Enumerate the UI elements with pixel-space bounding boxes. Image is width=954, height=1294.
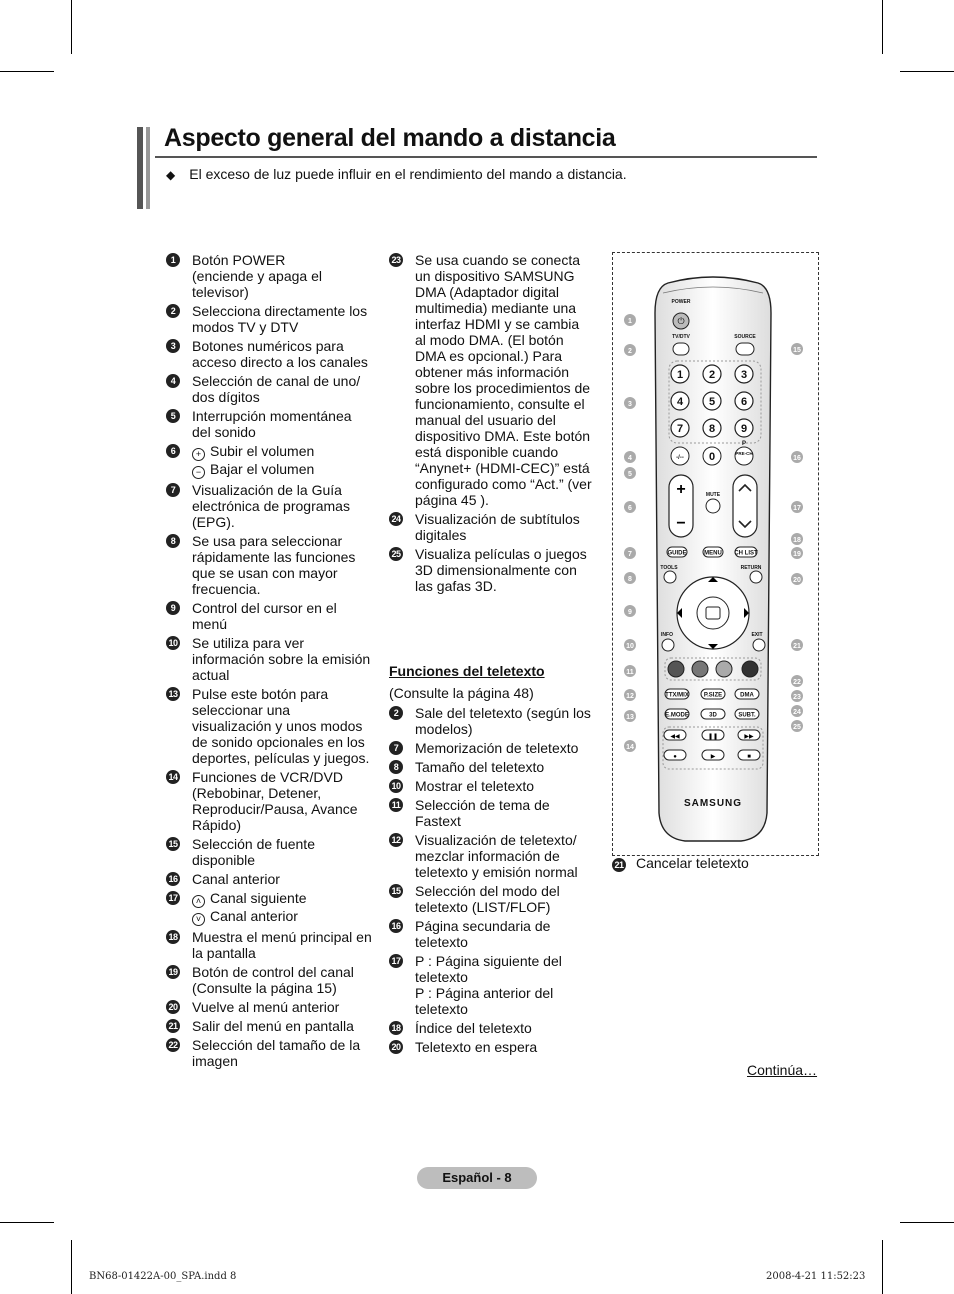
- callout-number: 9: [166, 601, 180, 615]
- guide-button-label: GUIDE: [667, 550, 687, 557]
- list-item: [166, 252, 372, 300]
- crop-mark: [900, 1222, 954, 1223]
- item-text: [415, 740, 599, 756]
- callout-number: 7: [166, 483, 180, 497]
- color-button: [742, 661, 758, 677]
- callout-label: 24: [793, 709, 801, 716]
- item-line: Selección del tamaño de la imagen: [192, 1037, 361, 1069]
- info-button: [662, 639, 674, 651]
- chlist-button-label: CH LIST: [734, 550, 758, 557]
- list-item: [166, 890, 372, 926]
- digit-label: 1: [676, 369, 684, 381]
- forward-icon: ▶▶: [744, 734, 754, 740]
- callout-label: 5: [628, 471, 632, 478]
- item-text: [192, 999, 372, 1015]
- digit-label: 0: [708, 451, 716, 463]
- list-item: [166, 533, 372, 597]
- list-item: [389, 953, 599, 1017]
- item-text: [415, 778, 599, 794]
- item-text: [192, 600, 372, 632]
- menu-button-label: MENU: [704, 550, 722, 557]
- item-text: [192, 408, 372, 440]
- list-item: [389, 511, 593, 543]
- item-text: [192, 686, 372, 766]
- item-text: [192, 1037, 372, 1069]
- chevron-up-icon: ˄: [192, 895, 205, 908]
- list-item: [166, 999, 372, 1015]
- list-item: [389, 740, 599, 756]
- item-text: [415, 759, 599, 775]
- item-text: [415, 705, 599, 737]
- item-line: Página secundaria de teletexto: [415, 918, 551, 950]
- item-line: Sale del teletexto (según los modelos): [415, 705, 591, 737]
- callout-label: 19: [793, 551, 801, 558]
- minus-icon: −: [192, 466, 205, 479]
- callout-label: 17: [793, 505, 801, 512]
- list-item: [389, 546, 593, 594]
- callout-number: 24: [389, 512, 403, 526]
- title-accent-bar: [137, 127, 143, 209]
- exit-button: [753, 639, 765, 651]
- dma-button-label: DMA: [740, 692, 754, 699]
- list-item: [389, 1020, 599, 1036]
- item-line: Selección de fuente disponible: [192, 836, 315, 868]
- color-button: [716, 661, 732, 677]
- list-item: [166, 1018, 372, 1034]
- item-line: Interrupción momentánea del sonido: [192, 408, 352, 440]
- item-text: [192, 482, 372, 530]
- list-item: [166, 303, 372, 335]
- item-line: Canal anterior: [192, 871, 280, 887]
- item-text: [192, 533, 372, 597]
- item-line: Pulse este botón para seleccionar una visualización y unos modos de sonido opcionales en los deportes, películas y juegos.: [192, 686, 370, 766]
- item-line: Selección de canal de uno/ dos dígitos: [192, 373, 361, 405]
- list-item: [166, 600, 372, 632]
- item-text: [192, 373, 372, 405]
- teletext-heading: Funciones del teletexto: [389, 663, 545, 679]
- plus-icon: +: [192, 448, 205, 461]
- callout-label: 9: [628, 609, 632, 616]
- callout-number: 5: [166, 409, 180, 423]
- callout-label: 20: [793, 577, 801, 584]
- digit-label: 3: [740, 369, 748, 381]
- subt-button-label: SUBT.: [738, 712, 756, 719]
- callout-number: 4: [166, 374, 180, 388]
- dash-label: -/--: [676, 455, 684, 461]
- cancel-teletext: [612, 855, 749, 872]
- list-item: [166, 443, 372, 479]
- list-item: [166, 373, 372, 405]
- crop-mark: [0, 71, 54, 72]
- callout-label: 23: [793, 694, 801, 701]
- crop-mark: [0, 1222, 54, 1223]
- item-text: [415, 918, 599, 950]
- list-item: [389, 778, 599, 794]
- digit-label: 5: [708, 396, 716, 408]
- item-text: [415, 953, 599, 985]
- callout-number: 15: [166, 837, 180, 851]
- callout-label: 21: [793, 643, 801, 650]
- callout-label: 3: [628, 401, 632, 408]
- callout-number: 2: [389, 706, 403, 720]
- item-text: [415, 252, 593, 508]
- source-button: [736, 343, 754, 355]
- item-line: Salir del menú en pantalla: [192, 1018, 354, 1034]
- diamond-bullet-icon: ◆: [166, 168, 176, 182]
- callout-label: 15: [793, 347, 801, 354]
- item-line: Visualización de la Guía electrónica de programas (EPG).: [192, 482, 350, 530]
- power-label: POWER: [671, 299, 691, 305]
- note-text: El exceso de luz puede influir en el rendimiento del mando a distancia.: [189, 166, 627, 182]
- item-line: Selección de tema de Fastext: [415, 797, 550, 829]
- callout-label: 8: [628, 576, 632, 583]
- title-accent-bar: [146, 127, 150, 209]
- mute-label: MUTE: [705, 492, 721, 498]
- item-text: [192, 871, 372, 887]
- tools-button: [664, 571, 676, 583]
- brand-logo: SAMSUNG: [683, 798, 743, 809]
- item-line: Visualización de teletexto/ mezclar información de teletexto y emisión normal: [415, 832, 578, 880]
- item-text: [192, 338, 372, 370]
- stop-icon: ■: [747, 754, 751, 760]
- note: [166, 166, 627, 182]
- item-line: Visualización de subtítulos digitales: [415, 511, 580, 543]
- callout-number: 14: [166, 770, 180, 784]
- item-text: [192, 268, 372, 300]
- item-line: Memorización de teletexto: [415, 740, 579, 756]
- item-line: Bajar el volumen: [210, 461, 315, 477]
- callout-number: 10: [389, 779, 403, 793]
- callout-label: 7: [628, 551, 632, 558]
- callout-number: 21: [166, 1019, 180, 1033]
- middle-column: [389, 252, 593, 597]
- item-line: Visualiza películas o juegos 3D dimensionalmente con las gafas 3D.: [415, 546, 587, 594]
- left-column: [166, 252, 372, 1072]
- item-text: [415, 832, 599, 880]
- callout-label: 16: [793, 455, 801, 462]
- item-line: Subir el volumen: [210, 443, 315, 459]
- crop-mark: [882, 1240, 883, 1294]
- callout-number: 21: [612, 858, 626, 872]
- item-text: [192, 836, 372, 868]
- callout-label: 12: [626, 693, 634, 700]
- callout-label: 1: [628, 318, 632, 325]
- callout-number: 10: [166, 636, 180, 650]
- tools-label: TOOLS: [660, 565, 678, 571]
- list-item: [389, 832, 599, 880]
- item-text: [192, 443, 372, 461]
- list-item: [166, 482, 372, 530]
- minus-icon: −: [676, 515, 686, 532]
- item-text: [415, 1039, 599, 1055]
- item-line: Índice del teletexto: [415, 1020, 532, 1036]
- item-text: [415, 511, 593, 543]
- exit-label: EXIT: [751, 632, 763, 638]
- callout-number: 22: [166, 1038, 180, 1052]
- item-line: Botones numéricos para acceso directo a los canales: [192, 338, 368, 370]
- rewind-icon: ◀◀: [670, 734, 680, 740]
- callout-number: 3: [166, 339, 180, 353]
- callout-number: 2: [166, 304, 180, 318]
- record-icon: ●: [673, 754, 677, 760]
- item-line: Se usa cuando se conecta un dispositivo SAMSUNG DMA (Adaptador digital multimedia) mediante una interfaz HDMI y se cambia al modo DMA. (El botón DMA es opcional.) Para obtener más información sobre los procedimientos de funcionamiento, consulte el manual del usuario del dispositivo DMA. Este botón está disponible cuando “Anynet+ (HDMI-CEC)” está configurado como “Act.” (ver página 45 ).: [415, 252, 592, 508]
- return-label: RETURN: [740, 565, 762, 571]
- item-text: [192, 461, 372, 479]
- return-button: [750, 571, 762, 583]
- list-item: [389, 918, 599, 950]
- tvdtv-label: TV/DTV: [672, 334, 690, 340]
- callout-label: 14: [626, 744, 634, 751]
- item-line: Se usa para seleccionar rápidamente las funciones que se usan con mayor frecuencia.: [192, 533, 356, 597]
- item-text: [192, 1018, 372, 1034]
- list-item: [166, 1037, 372, 1069]
- item-line: (enciende y apaga el televisor): [192, 268, 322, 300]
- item-line: Funciones de VCR/DVD (Rebobinar, Detener, Reproducir/Pausa, Avance Rápido): [192, 769, 358, 833]
- item-text: [415, 1020, 599, 1036]
- item-text: [192, 929, 372, 961]
- item-text: [192, 964, 372, 996]
- item-text: [192, 769, 372, 833]
- item-line: Botón POWER: [192, 252, 286, 268]
- item-text: [415, 883, 599, 915]
- item-text: [192, 908, 372, 926]
- item-line: Selección del modo del teletexto (LIST/FLOF): [415, 883, 560, 915]
- callout-number: 17: [166, 891, 180, 905]
- color-button: [692, 661, 708, 677]
- item-line: Muestra el menú principal en la pantalla: [192, 929, 372, 961]
- item-text: [192, 890, 372, 908]
- callout-label: 22: [793, 679, 801, 686]
- item-text: [415, 985, 599, 1017]
- callout-number: 16: [389, 919, 403, 933]
- list-item: [166, 929, 372, 961]
- callout-label: 25: [793, 724, 801, 731]
- callout-label: 10: [626, 643, 634, 650]
- callout-number: 23: [389, 253, 403, 267]
- list-item: [389, 797, 599, 829]
- list-item: [389, 252, 593, 508]
- remote-figure-frame: [612, 252, 819, 856]
- item-text: [415, 797, 599, 829]
- callout-number: 8: [389, 760, 403, 774]
- page-number-badge: Español - 8: [417, 1167, 537, 1189]
- item-line: Mostrar el teletexto: [415, 778, 535, 794]
- digit-label: 7: [676, 423, 684, 435]
- list-item: [166, 408, 372, 440]
- crop-mark: [900, 71, 954, 72]
- item-text: [192, 252, 372, 268]
- psize-button-label: P.SIZE: [703, 692, 723, 699]
- callout-number: 25: [389, 547, 403, 561]
- callout-label: 2: [628, 348, 632, 355]
- callout-number: 17: [389, 954, 403, 968]
- prech-button: [735, 447, 753, 465]
- item-line: P : Página siguiente del teletexto: [415, 953, 562, 985]
- callout-number: 7: [389, 741, 403, 755]
- item-line: P : Página anterior del teletexto: [415, 985, 554, 1017]
- callout-number: 20: [389, 1040, 403, 1054]
- pause-icon: ❚❚: [707, 734, 719, 740]
- dpad-enter: [697, 597, 729, 629]
- item-line: Canal anterior: [210, 908, 298, 924]
- list-item: [166, 964, 372, 996]
- callout-number: 16: [166, 872, 180, 886]
- digit-label: 9: [740, 423, 748, 435]
- list-item: [166, 769, 372, 833]
- tvdtv-button: [673, 343, 689, 355]
- item-text: [415, 546, 593, 594]
- mute-button: [706, 499, 720, 513]
- color-button: [668, 661, 684, 677]
- callout-label: 4: [628, 455, 632, 462]
- title-rule: [155, 156, 817, 158]
- chevron-down-icon: ˅: [192, 913, 205, 926]
- callout-number: 15: [389, 884, 403, 898]
- callout-number: 18: [166, 930, 180, 944]
- item-text: [192, 635, 372, 683]
- callout-number: 6: [166, 444, 180, 458]
- list-item: [389, 705, 599, 737]
- digit-label: 6: [740, 396, 748, 408]
- continue-link[interactable]: Continúa…: [747, 1062, 818, 1078]
- list-item: [166, 686, 372, 766]
- callout-label: 13: [626, 714, 634, 721]
- callout-label: 6: [628, 505, 632, 512]
- item-line: Botón de control del canal (Consulte la página 15): [192, 964, 354, 996]
- digit-label: 8: [708, 423, 716, 435]
- emode-button-label: E.MODE: [665, 712, 689, 719]
- file-info: BN68-01422A-00_SPA.indd 8: [89, 1271, 237, 1282]
- print-timestamp: 2008-4-21 11:52:23: [766, 1271, 866, 1282]
- plus-icon: +: [676, 481, 686, 498]
- ttxmix-button-label: TTX/MIX: [665, 692, 689, 699]
- callout-number: 12: [389, 833, 403, 847]
- callout-label: 18: [793, 537, 801, 544]
- cancel-teletext-text: Cancelar teletexto: [636, 855, 749, 871]
- list-item: [166, 871, 372, 887]
- callout-number: 18: [389, 1021, 403, 1035]
- play-icon: ▶: [710, 754, 716, 760]
- crop-mark: [71, 1240, 72, 1294]
- callout-number: 11: [389, 798, 403, 812]
- p-label: P: [741, 441, 747, 447]
- digit-label: 2: [708, 369, 716, 381]
- power-icon: ⏻: [677, 316, 685, 326]
- teletext-ref: (Consulte la página 48): [389, 685, 534, 701]
- source-label: SOURCE: [734, 334, 756, 340]
- teletext-column: [389, 663, 599, 1058]
- crop-mark: [71, 0, 72, 54]
- list-item: [166, 338, 372, 370]
- item-text: [192, 303, 372, 335]
- callout-number: 19: [166, 965, 180, 979]
- item-line: Selecciona directamente los modos TV y DTV: [192, 303, 368, 335]
- item-line: Vuelve al menú anterior: [192, 999, 340, 1015]
- callout-number: 8: [166, 534, 180, 548]
- teletext-list: [389, 705, 599, 1055]
- list-item: [166, 836, 372, 868]
- item-line: Se utiliza para ver información sobre la emisión actual: [192, 635, 371, 683]
- remote-control-illustration: [613, 253, 818, 855]
- callout-number: 1: [166, 253, 180, 267]
- callout-number: 13: [166, 687, 180, 701]
- page-title: Aspecto general del mando a distancia: [164, 124, 616, 152]
- item-line: Control del cursor en el menú: [192, 600, 337, 632]
- three-d-button-label: 3D: [709, 712, 717, 719]
- list-item: [389, 759, 599, 775]
- item-line: Tamaño del teletexto: [415, 759, 545, 775]
- digit-label: 4: [676, 396, 684, 408]
- prech-label: PRE-CH: [735, 451, 753, 456]
- list-item: [389, 883, 599, 915]
- list-item: [166, 635, 372, 683]
- info-label: INFO: [661, 632, 673, 638]
- list-item: [389, 1039, 599, 1055]
- item-line: Canal siguiente: [210, 890, 307, 906]
- callout-number: 20: [166, 1000, 180, 1014]
- item-line: Teletexto en espera: [415, 1039, 538, 1055]
- crop-mark: [882, 0, 883, 54]
- callout-label: 11: [626, 669, 634, 676]
